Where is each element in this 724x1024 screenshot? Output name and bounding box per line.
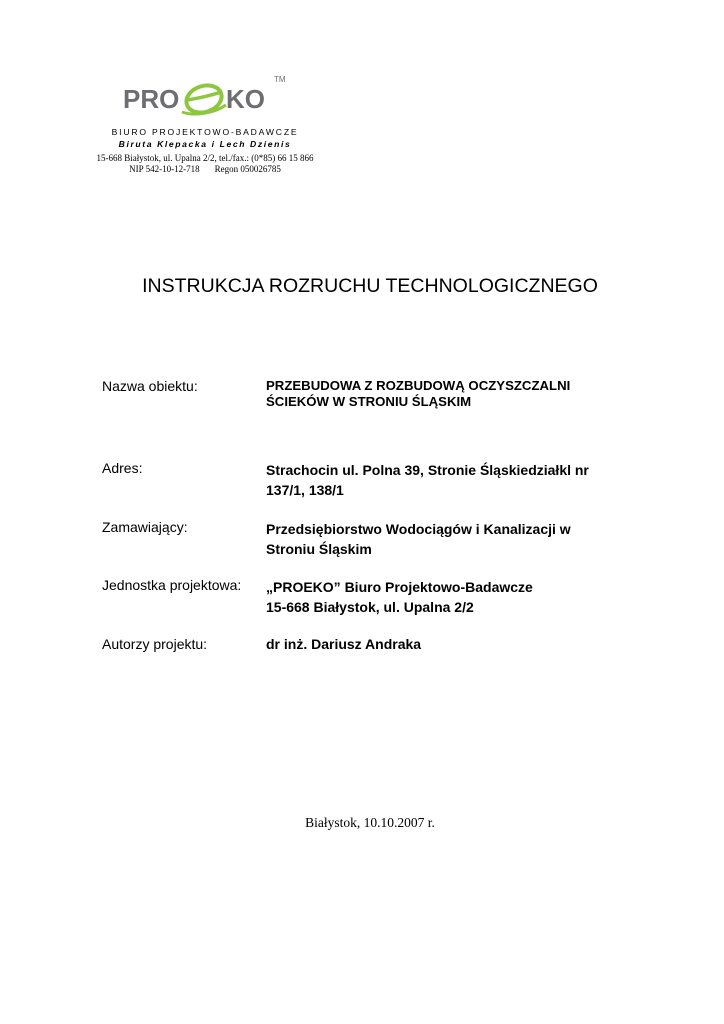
- office-ids: [0, 164, 410, 174]
- proeko-logo: [118, 72, 298, 120]
- object-name-line: PRZEBUDOWA Z ROZBUDOWĄ OCZYSZCZALNI: [266, 378, 571, 393]
- office-type: BIURO PROJEKTOWO-BADAWCZE: [111, 127, 299, 137]
- design-unit-line: 15-668 Białystok, ul. Upalna 2/2: [266, 599, 474, 615]
- office-address: 15-668 Białystok, ul. Upalna 2/2, tel./fax.: (0*85) 66 15 866: [96, 153, 314, 163]
- authors-label: Autorzy projektu:: [102, 636, 208, 652]
- address-label: Adres:: [102, 460, 143, 476]
- logo-swoosh-e: [182, 81, 226, 117]
- client-line: Stroniu Śląskim: [266, 541, 372, 557]
- regon-number: Regon 050026785: [214, 164, 281, 174]
- client-value: [266, 519, 626, 559]
- object-name-line: ŚCIEKÓW W STRONIU ŚLĄSKIM: [266, 394, 472, 409]
- place-date: Białystok, 10.10.2007 r.: [305, 815, 435, 830]
- address-line: Strachocin ul. Polna 39, Stronie Śląskiedziałkl nr: [266, 462, 589, 478]
- nip-number: NIP 542-10-12-718: [129, 164, 200, 174]
- object-name-label: Nazwa obiektu:: [102, 378, 198, 394]
- object-name-value: [266, 378, 626, 410]
- office-owners: Biruta Klepacka i Lech Dzienis: [118, 139, 292, 149]
- client-line: Przedsiębiorstwo Wodociągów i Kanalizacji w: [266, 521, 571, 537]
- logo-text-ko: KO: [226, 84, 265, 114]
- address-value: [266, 460, 626, 500]
- authors-value: dr inż. Dariusz Andraka: [266, 636, 422, 652]
- design-unit-label: Jednostka projektowa:: [102, 577, 242, 593]
- document-title: INSTRUKCJA ROZRUCHU TECHNOLOGICZNEGO: [142, 275, 598, 297]
- logo-trademark: TM: [274, 75, 286, 84]
- design-unit-line: „PROEKO” Biuro Projektowo-Badawcze: [266, 579, 533, 595]
- logo-text-pro: PRO: [123, 84, 180, 114]
- address-line: 137/1, 138/1: [266, 482, 344, 498]
- design-unit-value: [266, 577, 626, 617]
- client-label: Zamawiający:: [102, 519, 188, 535]
